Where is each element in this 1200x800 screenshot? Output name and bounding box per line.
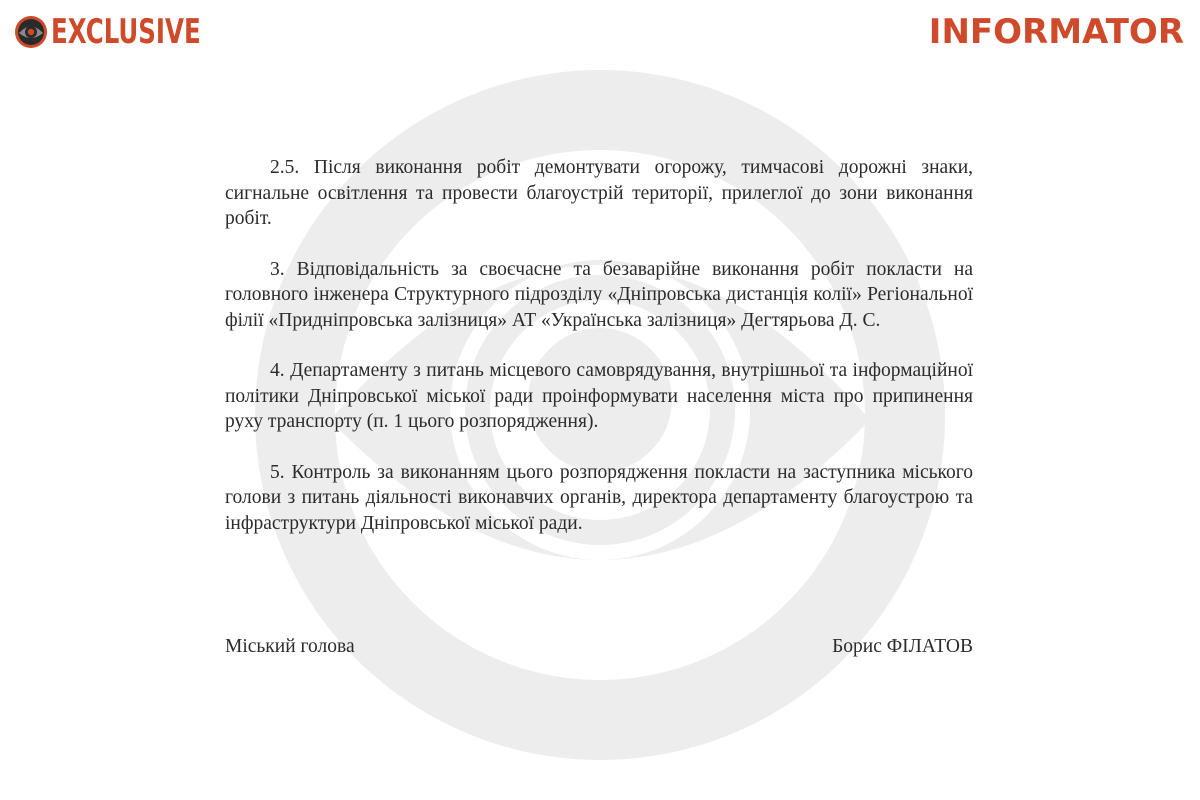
eye-icon	[14, 15, 48, 49]
informator-label: INFORMATOR	[928, 12, 1184, 52]
paragraph-5: 5. Контроль за виконанням цього розпорядження покласти на заступника міського голови з питань діяльності виконавчих органів, директора департаменту благоустрою та інфраструктури Дніпровської міської ради.	[225, 461, 973, 534]
paragraph-2-5: 2.5. Після виконання робіт демонтувати огорожу, тимчасові дорожні знаки, сигнальне освітлення та провести благоустрій території, прилеглої до зони виконання робіт.	[225, 157, 973, 229]
exclusive-label: EXCLUSIVE	[51, 12, 201, 52]
signer-name: Борис ФІЛАТОВ	[832, 636, 973, 657]
signature-block	[225, 636, 973, 658]
informator-logo[interactable]	[929, 12, 1184, 52]
paragraph-3: 3. Відповідальність за своєчасне та безаварійне виконання робіт покласти на головного інженера Структурного підрозділу «Дніпровська дистанція колії» Регіональної філії «Придніпровська залізниця» АТ «Українська залізниця» Дегтярьова Д. С.	[225, 258, 973, 331]
exclusive-logo[interactable]	[14, 12, 259, 52]
signer-position: Міський голова	[225, 636, 355, 657]
paragraph-4: 4. Департаменту з питань місцевого самоврядування, внутрішньої та інформаційної політики Дніпровської міської ради проінформувати населення міста про припинення руху транспорту (п. 1 цього розпорядження).	[225, 360, 973, 432]
document-body	[225, 155, 973, 561]
